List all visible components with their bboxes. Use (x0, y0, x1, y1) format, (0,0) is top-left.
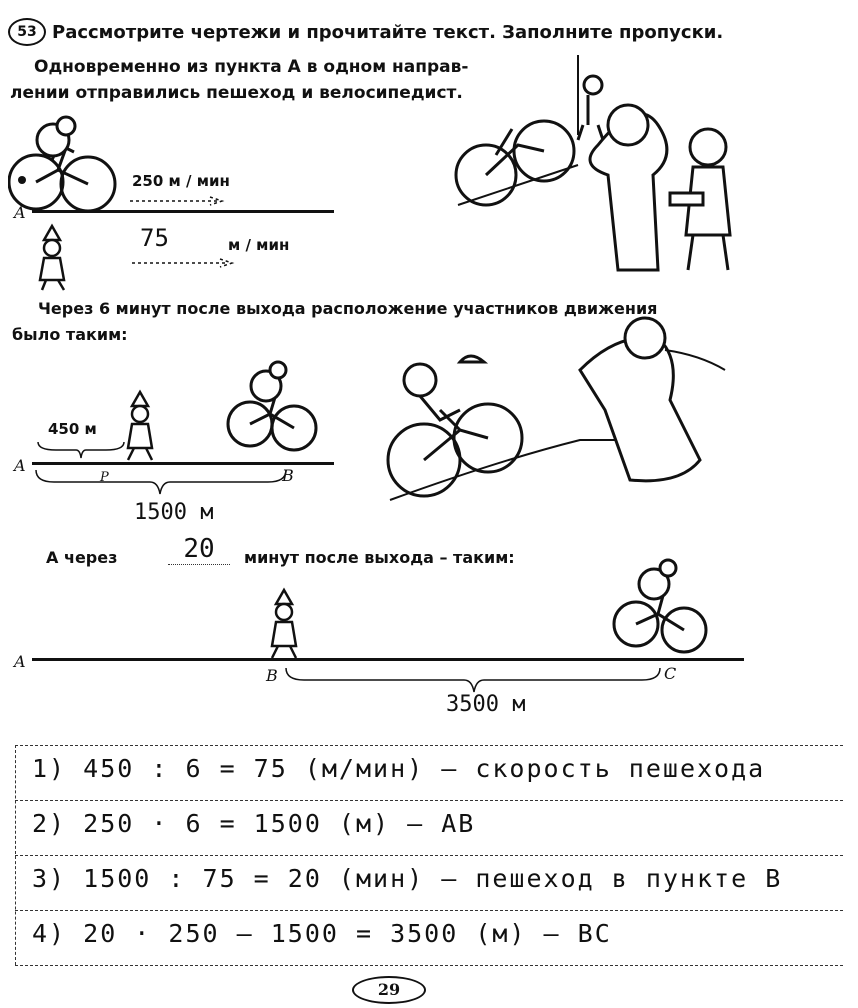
diagram1-road (32, 210, 334, 213)
after6-line-1: Через 6 минут после выхода расположение участников движения (38, 299, 658, 318)
task-number: 53 (8, 18, 46, 46)
solution-ruled-line (15, 855, 843, 856)
diagram3-point-a: A (14, 652, 26, 671)
diagram1-walker-unit: м / мин (228, 236, 290, 254)
diagram2-cyclist-distance: 1500 м (134, 500, 214, 525)
solution-line-4: 4) 20 · 250 – 1500 = 3500 (м) – BC (32, 919, 612, 948)
cyclist-icon (612, 556, 710, 660)
diagram2-point-a: A (14, 456, 26, 475)
cyclist-icon (8, 112, 118, 216)
diagram2-point-p: P (100, 470, 109, 485)
after6-line-2: было таким: (12, 325, 128, 344)
solution-ruled-line (15, 745, 843, 746)
brace-icon (34, 468, 290, 498)
diagram1-cyclist-speed: 250 м / мин (132, 172, 230, 190)
intro-text (10, 54, 469, 106)
diagram2-road (32, 462, 334, 465)
diagram1-walker-speed: 75 (140, 224, 169, 252)
solution-line-1: 1) 450 : 6 = 75 (м/мин) – скорость пешехода (32, 754, 766, 783)
diagram2-walker-distance: 450 м (48, 420, 97, 438)
solution-margin-line (15, 745, 16, 965)
diagram2-point-b: B (282, 466, 294, 485)
arrow-icon (130, 196, 230, 206)
diagram3-distance: 3500 м (446, 692, 526, 717)
after20-prefix: А через (46, 548, 118, 567)
arrow-icon (132, 258, 242, 268)
diagram3-road (32, 658, 744, 661)
cyclist-icon (226, 358, 320, 458)
walker-icon (260, 586, 308, 662)
after20-suffix: минут после выхода – таким: (244, 548, 515, 567)
diagram3-point-c: C (664, 664, 677, 683)
solution-line-2: 2) 250 · 6 = 1500 (м) – AB (32, 809, 476, 838)
diagram1-point-a: A (14, 203, 26, 222)
intro-line-1: Одновременно из пункта А в одном направ- (34, 57, 469, 77)
task-instruction: Рассмотрите чертежи и прочитайте текст. Заполните пропуски. (52, 21, 724, 43)
solution-ruled-line (15, 965, 843, 966)
solution-ruled-line (15, 910, 843, 911)
illustration-downhill (380, 310, 750, 510)
after20-value: 20 (168, 534, 230, 565)
diagram3-point-b: B (266, 666, 278, 685)
page-number: 29 (352, 976, 426, 1004)
solution-line-3: 3) 1500 : 75 = 20 (мин) – пешеход в пункте B (32, 864, 783, 893)
illustration-people (438, 55, 748, 285)
brace-icon (36, 440, 126, 460)
intro-line-2: лении отправились пешеход и велосипедист. (10, 83, 463, 103)
walker-icon (30, 222, 74, 292)
task-header (8, 18, 723, 46)
solution-ruled-line (15, 800, 843, 801)
